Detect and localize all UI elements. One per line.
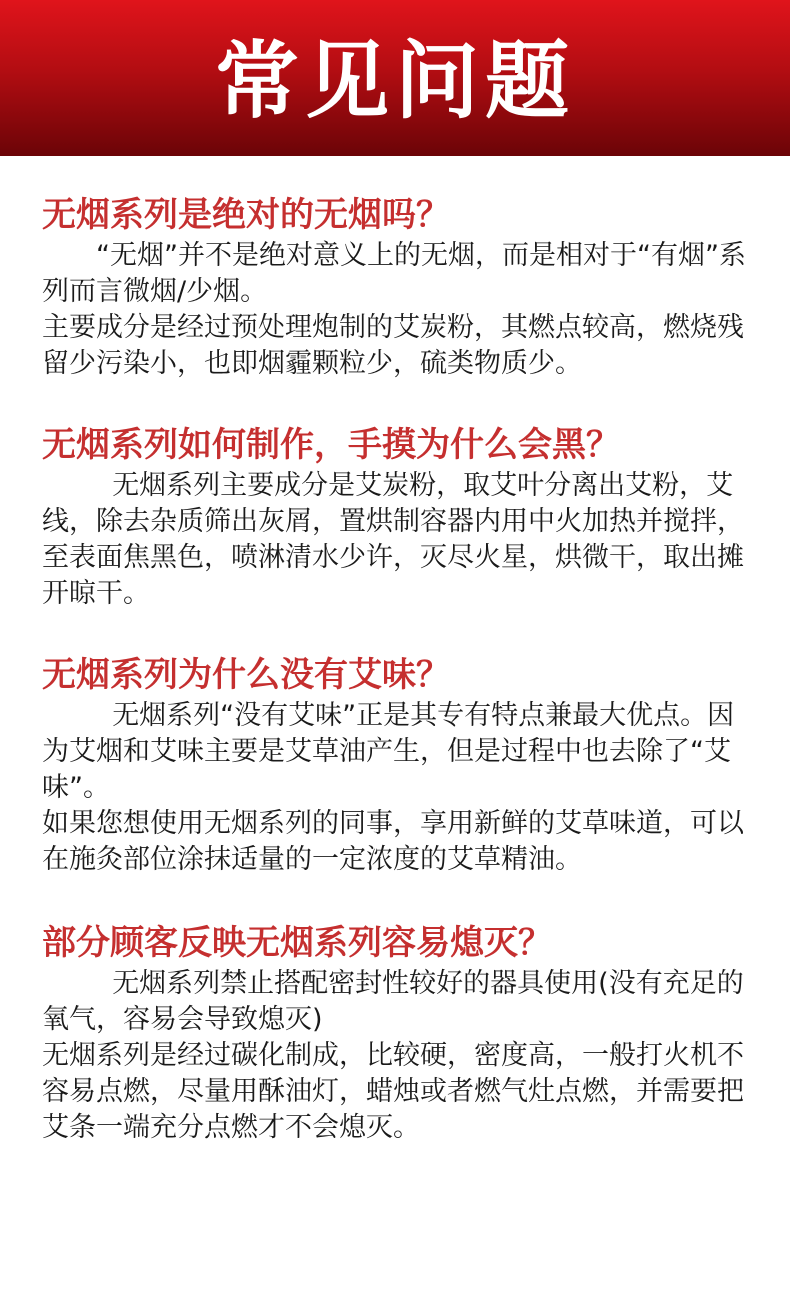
faq-answer-paragraph: “无烟”并不是绝对意义上的无烟，而是相对于“有烟”系列而言微烟/少烟。 [42,240,746,307]
page-title: 常见问题 [214,32,575,130]
faq-answer-paragraph: 主要成分是经过预处理炮制的艾炭粉，其燃点较高，燃烧残留少污染小，也即烟霾颗粒少，硫类物质少。 [42,312,744,379]
faq-list [0,156,790,1146]
faq-item [42,878,750,1146]
faq-answer-paragraph: 无烟系列是经过碳化制成，比较硬，密度高，一般打火机不容易点燃，尽量用酥油灯，蜡烛或者燃气灶点燃，并需要把艾条一端充分点燃才不会熄灭。 [42,1040,744,1143]
faq-item [42,156,750,382]
faq-answer-paragraph: 无烟系列主要成分是艾炭粉，取艾叶分离出艾粉，艾线，除去杂质筛出灰屑，置烘制容器内用中火加热并搅拌，至表面焦黑色，喷淋清水少许，灭尽火星，烘微干，取出摊开晾干。 [42,470,744,609]
faq-item [42,612,750,878]
header-banner [0,0,790,156]
faq-question: 无烟系列是绝对的无烟吗？ [42,195,450,235]
faq-answer-paragraph: 无烟系列禁止搭配密封性较好的器具使用(没有充足的氧气，容易会导致熄灭) [42,968,744,1035]
faq-question: 无烟系列为什么没有艾味？ [42,655,450,695]
faq-answer-paragraph: 如果您想使用无烟系列的同事，享用新鲜的艾草味道，可以在施灸部位涂抹适量的一定浓度的艾草精油。 [42,808,744,875]
faq-item [42,382,750,612]
faq-answer-paragraph: 无烟系列“没有艾味”正是其专有特点兼最大优点。因为艾烟和艾味主要是艾草油产生，但是过程中也去除了“艾味”。 [42,700,735,803]
faq-question: 部分顾客反映无烟系列容易熄灭？ [42,923,552,963]
faq-question: 无烟系列如何制作，手摸为什么会黑？ [42,425,620,465]
